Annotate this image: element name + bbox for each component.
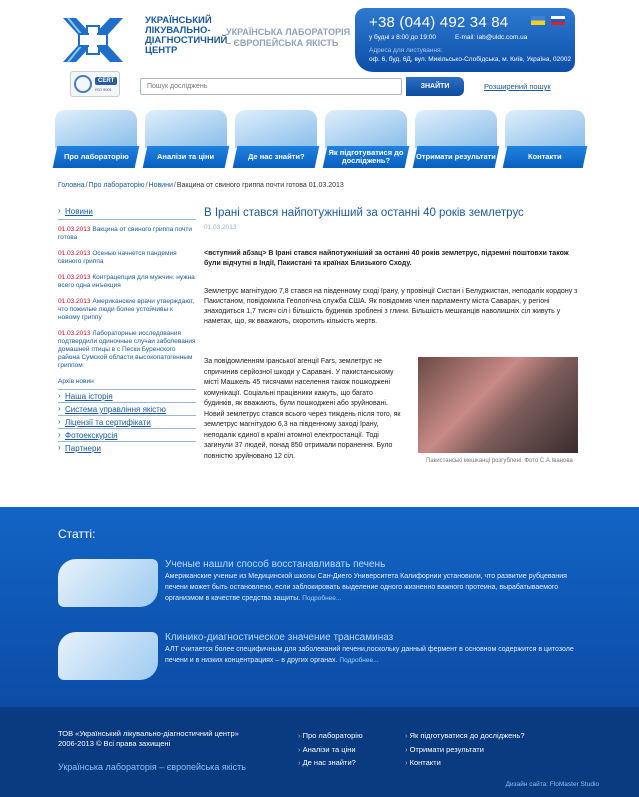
footer-tagline: Українська лабораторія – європейська якість xyxy=(58,762,246,772)
breadcrumb-sep: / xyxy=(173,182,176,189)
site-header xyxy=(0,0,639,170)
read-more-link[interactable]: Подробнее... xyxy=(339,657,379,664)
russian-flag-icon[interactable] xyxy=(551,16,565,25)
article-card-body: АЛТ считается более специфичным для заболеваний печени,поскольку данный фермент в основном содержится в цитозоле печени и в низких концентрациях – в других органах. xyxy=(165,646,574,664)
read-more-link[interactable]: Подробнее... xyxy=(302,595,342,602)
news-text: Контрацепция для мужчин: нужна всего одна инъекция xyxy=(58,274,195,289)
article-card-title[interactable]: Клинико-диагностическое значение трансаминаз xyxy=(165,632,394,643)
footer-link-results[interactable]: › Отримати результати xyxy=(405,743,525,757)
sidebar-link-photo-tour[interactable]: › Фотоекскурсія xyxy=(58,428,196,441)
advanced-search-link[interactable]: Розширений пошук xyxy=(484,82,551,91)
nav-contacts[interactable] xyxy=(505,110,585,168)
news-date: 01.03.2013 xyxy=(58,250,91,257)
header-tagline: УКРАЇНСЬКА ЛАБОРАТОРІЯ – ЄВРОПЕЙСЬКА ЯКІСТЬ xyxy=(226,27,351,48)
work-hours: у будні з 8:00 до 19:00 xyxy=(369,34,437,41)
footer-link-location[interactable]: › Де нас знайти? xyxy=(298,756,363,770)
footer-link-preparation[interactable]: › Як підготуватися до досліджень? xyxy=(405,729,525,743)
search-input[interactable] xyxy=(140,78,402,95)
certificate-seal-icon xyxy=(74,75,92,93)
news-item[interactable] xyxy=(58,330,196,370)
news-date: 01.03.2013 xyxy=(58,226,91,233)
logo-icon[interactable] xyxy=(58,12,128,68)
footer-link-contacts[interactable]: › Контакти xyxy=(405,756,525,770)
news-date: 01.03.2013 xyxy=(58,274,91,281)
news-date: 01.03.2013 xyxy=(58,298,91,305)
article-card-image[interactable] xyxy=(58,559,158,607)
nav-preparation[interactable] xyxy=(325,110,407,168)
news-text: Осенью начнется пандемия свиного гриппа xyxy=(58,250,177,265)
nav-location-image xyxy=(235,110,317,148)
nav-preparation-label: Як підготуватися до досліджень? xyxy=(328,148,404,165)
sidebar xyxy=(58,207,196,454)
footer-link-analyses[interactable]: › Аналізи та ціни xyxy=(298,743,363,757)
news-text: Американские врачи утверждают, что пожилые люди более устойчивы к новому гриппу xyxy=(58,298,195,321)
nav-analyses-label: Аналізи та ціни xyxy=(157,152,215,161)
nav-contacts-image xyxy=(505,110,585,148)
logo-text[interactable]: УКРАЇНСЬКИЙ ЛІКУВАЛЬНО-ДІАГНОСТИЧНИЙ ЦЕНТР xyxy=(145,15,228,56)
nav-location[interactable] xyxy=(235,110,317,168)
email-link[interactable]: E-mail: lab@uldc.com.ua xyxy=(455,34,528,41)
footer-col-1 xyxy=(298,729,363,770)
breadcrumb-home[interactable]: Головна xyxy=(58,182,85,189)
nav-analyses[interactable] xyxy=(145,110,227,168)
news-item[interactable] xyxy=(58,226,196,242)
breadcrumb-about[interactable]: Про лабораторію xyxy=(88,182,145,189)
article-card-text xyxy=(165,644,585,666)
sidebar-link-licenses[interactable]: › Ліцензії та сертифікати xyxy=(58,415,196,428)
sidebar-news-heading[interactable]: › Новини xyxy=(58,207,196,220)
designer-credit[interactable]: Дизайн сайта: FloMaster Studio xyxy=(505,781,599,788)
certificate-badge[interactable] xyxy=(70,71,120,97)
breadcrumb-current: Вакцина от свиного гриппа почти готова 01.03.2013 xyxy=(176,182,344,189)
article-card-body: Американские ученые из Медицинской школы Сан-Диего Университета Калифорнии установили, что развитие рубцевания печени может быть остановлено, если заблокировать выделение одного жизненно важного протеина, вырабатываемого организмом в качестве средства защиты. xyxy=(165,573,567,602)
site-footer xyxy=(0,707,639,797)
news-item[interactable] xyxy=(58,250,196,266)
sidebar-link-history[interactable]: › Наша історія xyxy=(58,389,196,402)
nav-results-label: Отримати результати xyxy=(416,152,496,161)
news-date: 01.03.2013 xyxy=(58,330,91,337)
footer-link-about[interactable]: › Про лабораторію xyxy=(298,729,363,743)
nav-about[interactable] xyxy=(55,110,137,168)
article-title: В Ірані стався найпотужніший за останні 40 років землетрус xyxy=(204,207,524,219)
address: оф. 6, буд. 6Д, вул. Микільсько-Слобідська, м. Київ, Україна, 02002 xyxy=(369,56,572,63)
article-lead: <вступний абзац> В Ірані стався найпотужніший за останні 40 років землетрус, підземні поштовхи також були відчутні в Індії, Пакистані та країнах Близького Сходу. xyxy=(204,250,569,267)
ukrainian-flag-icon[interactable] xyxy=(531,16,545,25)
article-date: 01.03.2013 xyxy=(204,224,237,231)
nav-analyses-image xyxy=(145,110,227,148)
nav-contacts-label: Контакти xyxy=(528,152,562,161)
sidebar-link-quality[interactable]: › Система управління якістю xyxy=(58,402,196,415)
main-nav xyxy=(55,110,585,168)
cert-label: CERT xyxy=(95,77,117,85)
breadcrumb xyxy=(58,182,344,189)
nav-preparation-image xyxy=(325,110,407,148)
sidebar-link-partners[interactable]: › Партнери xyxy=(58,441,196,454)
photo-caption: Пакистанські мешканці розгублені. Фото С.А.Іванова xyxy=(426,458,573,464)
nav-results-image xyxy=(415,110,497,148)
nav-location-label: Де нас знайти? xyxy=(247,152,305,161)
article-photo xyxy=(418,357,578,453)
news-text: Вакцина от свиного гриппа почти готова xyxy=(58,226,193,241)
footer-years: 2006-2013 © Всі права захищені xyxy=(58,739,171,748)
footer-company: ТОВ «Український лікувально-діагностичний центр» xyxy=(58,729,239,738)
article-card-image[interactable] xyxy=(58,632,158,680)
search-button[interactable]: ЗНАЙТИ xyxy=(406,77,464,96)
breadcrumb-news[interactable]: Новини xyxy=(148,182,173,189)
article-card-text xyxy=(165,571,585,604)
nav-about-image xyxy=(55,110,137,148)
articles-heading: Статті: xyxy=(58,527,96,541)
cert-iso: ISO 9001 xyxy=(95,87,112,92)
articles-section xyxy=(0,507,639,707)
article xyxy=(204,207,582,464)
article-paragraph: Землетрус магнітудою 7,8 стався на південному сході Ірану, у провінції Систан і Белуджистан, неподалік кордону з Пакистаном, повідомила Геологічна служба США. Як повідомив член парламенту міста Саваран, у регіоні знаходиться 1,7 тисяч сіл і більшість будинків зроблені з глини. Більшість мешканців наволишніх сіл живуть у наметах, що, як вважають, скоротить кількість жертв. xyxy=(204,288,578,325)
phone-number: +38 (044) 492 34 84 xyxy=(369,14,509,31)
breadcrumb-sep: / xyxy=(85,182,88,189)
contact-box xyxy=(355,8,575,72)
news-item[interactable] xyxy=(58,298,196,322)
address-label: Адреса для листування: xyxy=(369,47,443,54)
nav-results[interactable] xyxy=(415,110,497,168)
nav-about-label: Про лабораторію xyxy=(63,152,129,161)
article-card-title[interactable]: Ученые нашли способ восстанавливать печень xyxy=(165,559,386,570)
breadcrumb-sep: / xyxy=(145,182,148,189)
language-switcher xyxy=(531,16,565,25)
footer-copyright xyxy=(58,729,239,749)
news-text: Лабораторные исследования подтвердили одиночные случаи заболевания домашней птицы в с Пески Буренского района Сумской области высокопатогенным гриппом xyxy=(58,330,196,369)
footer-col-2 xyxy=(405,729,525,770)
article-paragraph-2: За повідомленням іранської агенції Fars, землетрус не спричинив серйозної шкоди у Саравані. У пакистанському місті Машкель 45 тисячами населення також пошкоджені комунікації. Соціальні працівники кажуть, що багато будинків, як вважають, були пошкоджені або зруйновані. Новий землетрус стався всього через тиждень після того, як землетрус магнітудою 6,3 на південному заході Ірану, неподалік єдиної в країні атомної електростанції. Тоді загинули 37 людей, понад 850 отримали поранення. Було повністю зруйновано 12 сіл. xyxy=(204,358,401,460)
news-archive-link[interactable]: Архів новин xyxy=(58,378,94,385)
news-item[interactable] xyxy=(58,274,196,290)
